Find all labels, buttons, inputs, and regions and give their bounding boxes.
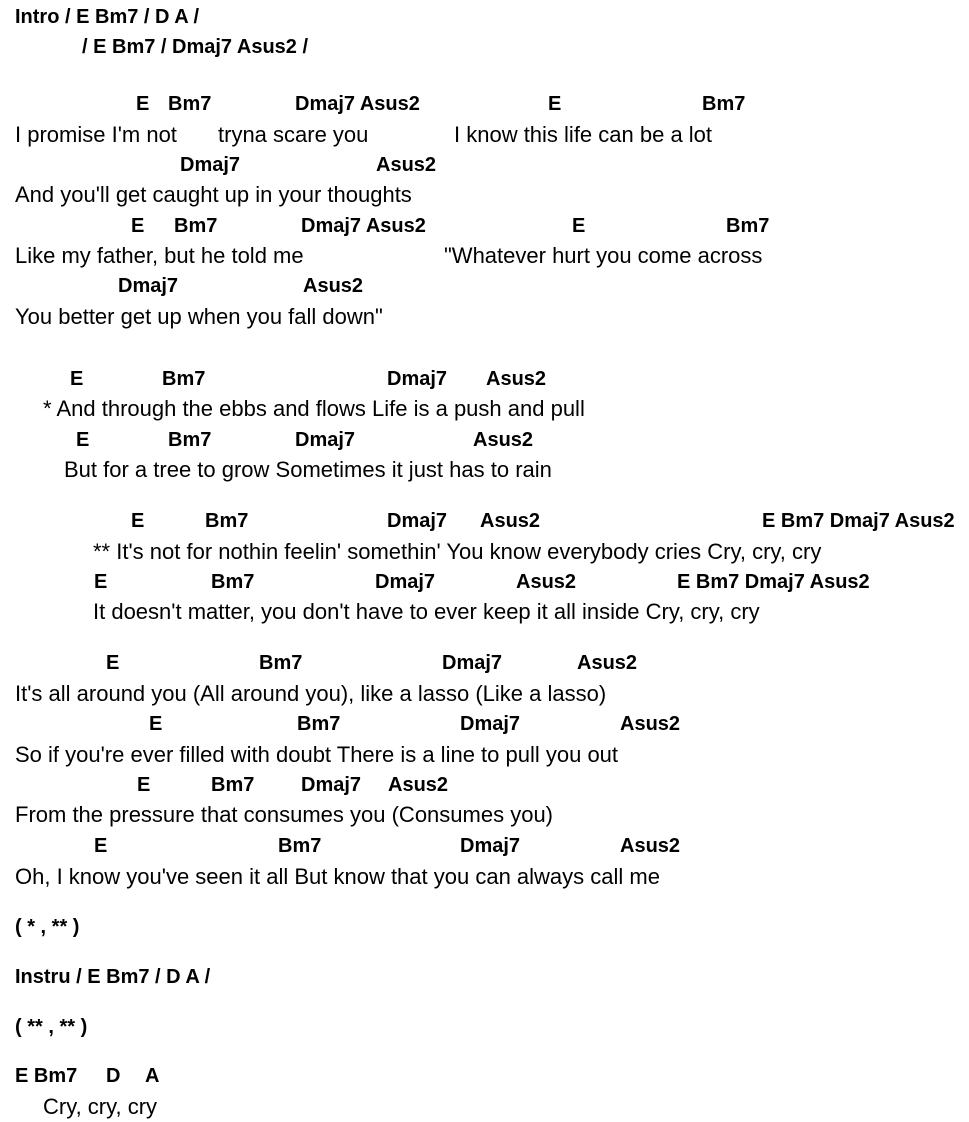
intro-line-2: / E Bm7 / Dmaj7 Asus2 / xyxy=(82,36,309,58)
lyric-line: So if you're ever filled with doubt There is a line to pull you out xyxy=(15,742,619,767)
chord: Bm7 xyxy=(726,215,770,237)
chord: Bm7 xyxy=(211,571,255,593)
chord: Bm7 xyxy=(297,713,341,735)
chord: Dmaj7 Asus2 xyxy=(295,93,420,115)
lyric-line: You better get up when you fall down" xyxy=(15,304,383,329)
chord: Bm7 xyxy=(174,215,218,237)
chord: E xyxy=(106,652,120,674)
lyric-line: tryna scare you xyxy=(218,122,369,147)
chord: E xyxy=(131,510,145,532)
chord: E xyxy=(149,713,163,735)
chord: E xyxy=(94,835,108,857)
lyric-line: Like my father, but he told me xyxy=(15,243,304,268)
chord: E xyxy=(136,93,150,115)
chord: E xyxy=(131,215,145,237)
chord: Asus2 xyxy=(516,571,577,593)
intro-line: Intro / E Bm7 / D A / xyxy=(15,6,200,28)
lyric-line: From the pressure that consumes you (Consumes you) xyxy=(15,802,554,827)
repeat-marker: ( * , ** ) xyxy=(15,916,80,938)
lyric-line: But for a tree to grow Sometimes it just has to rain xyxy=(64,457,552,482)
chord: Asus2 xyxy=(388,774,449,796)
instrumental-line: Instru / E Bm7 / D A / xyxy=(15,966,211,988)
chord: Dmaj7 xyxy=(375,571,436,593)
chord: Asus2 xyxy=(480,510,541,532)
chord: E xyxy=(70,368,84,390)
chord: Dmaj7 xyxy=(118,275,179,297)
chord: Bm7 xyxy=(702,93,746,115)
chord: Dmaj7 xyxy=(180,154,241,176)
chord: Asus2 xyxy=(620,835,681,857)
chord: E xyxy=(76,429,90,451)
chord: Bm7 xyxy=(168,429,212,451)
chord: E xyxy=(137,774,151,796)
chord: Dmaj7 Asus2 xyxy=(301,215,426,237)
chord: Bm7 xyxy=(168,93,212,115)
lyric-line: ** It's not for nothin feelin' somethin' You know everybody cries Cry, cry, cry xyxy=(93,539,822,564)
lyric-line: Cry, cry, cry xyxy=(43,1094,158,1119)
chord: D xyxy=(106,1065,121,1087)
chord: Bm7 xyxy=(205,510,249,532)
chord: Dmaj7 xyxy=(442,652,503,674)
chord: Dmaj7 xyxy=(295,429,356,451)
chord: E xyxy=(94,571,108,593)
lyric-line: It's all around you (All around you), like a lasso (Like a lasso) xyxy=(15,681,607,706)
chord: Dmaj7 xyxy=(387,510,448,532)
chord: Bm7 xyxy=(278,835,322,857)
chord: Dmaj7 xyxy=(460,835,521,857)
chord: A xyxy=(145,1065,160,1087)
lyric-line: * And through the ebbs and flows Life is a push and pull xyxy=(43,396,585,421)
lyric-line: Oh, I know you've seen it all But know that you can always call me xyxy=(15,864,660,889)
chord: Bm7 xyxy=(211,774,255,796)
lyric-line: "Whatever hurt you come across xyxy=(444,243,763,268)
lyric-line: I promise I'm not xyxy=(15,122,177,147)
chord: E xyxy=(548,93,562,115)
chord: Asus2 xyxy=(303,275,364,297)
chord: Dmaj7 xyxy=(460,713,521,735)
chord: Dmaj7 xyxy=(387,368,448,390)
chord: E Bm7 Dmaj7 Asus2 xyxy=(677,571,870,593)
lyric-line: And you'll get caught up in your thoughts xyxy=(15,182,412,207)
chord: Asus2 xyxy=(376,154,437,176)
lyric-line: It doesn't matter, you don't have to ever keep it all inside Cry, cry, cry xyxy=(93,599,760,624)
chord: Bm7 xyxy=(162,368,206,390)
chord: Asus2 xyxy=(486,368,547,390)
lyric-line: I know this life can be a lot xyxy=(454,122,713,147)
chord: E xyxy=(572,215,586,237)
chord: E Bm7 Dmaj7 Asus2 xyxy=(762,510,955,532)
chord: Bm7 xyxy=(259,652,303,674)
chord: E Bm7 xyxy=(15,1065,78,1087)
chord: Asus2 xyxy=(577,652,638,674)
repeat-marker: ( ** , ** ) xyxy=(15,1016,88,1038)
chord: Asus2 xyxy=(620,713,681,735)
chord: Asus2 xyxy=(473,429,534,451)
chord: Dmaj7 xyxy=(301,774,362,796)
